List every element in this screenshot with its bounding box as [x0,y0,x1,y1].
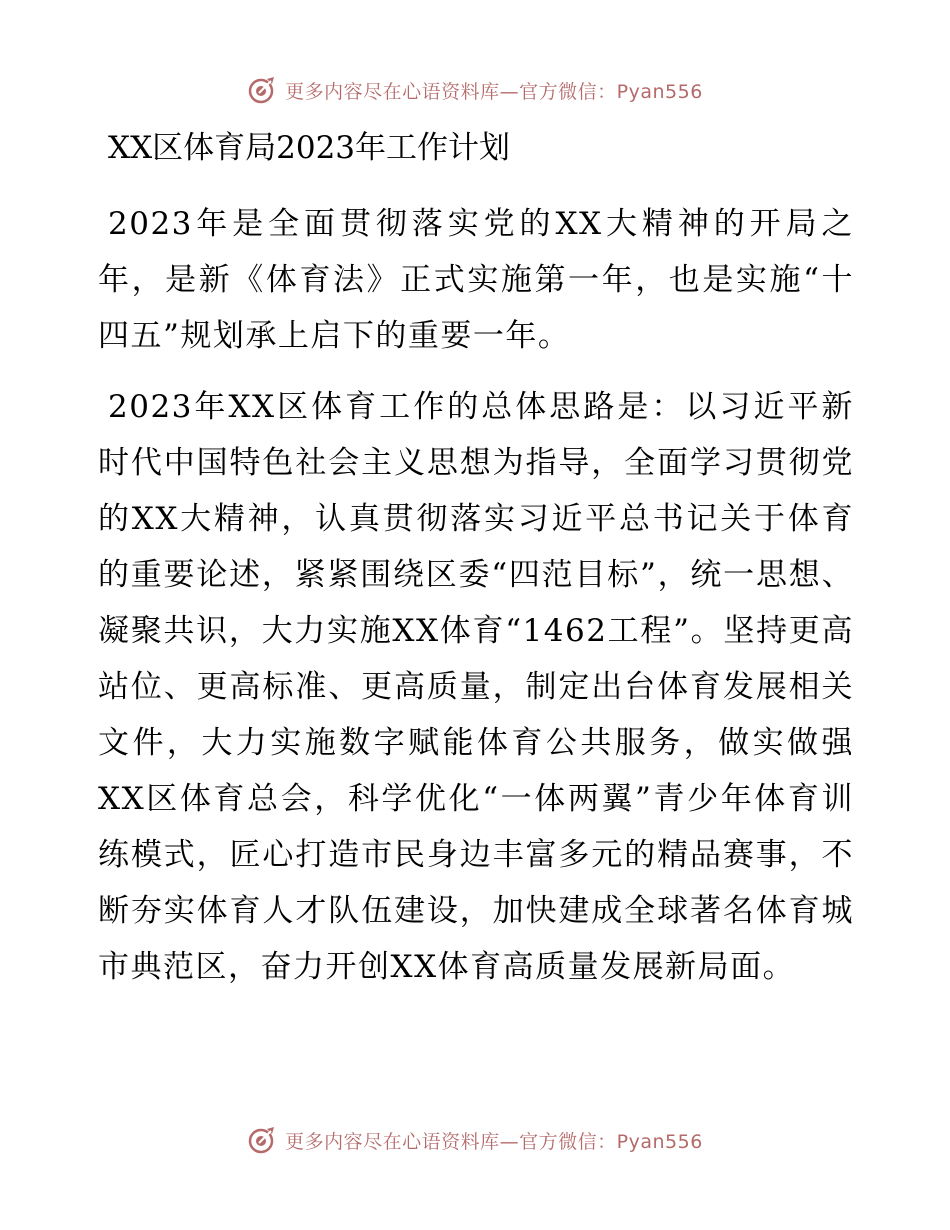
document-body [98,196,854,1010]
paragraph-intro: 2023年是全面贯彻落实党的XX大精神的开局之年，是新《体育法》正式实施第一年，也是实施“十四五”规划承上启下的重要一年。 [98,206,854,354]
document-title: XX区体育局2023年工作计划 [108,130,511,166]
paragraph-overall-approach: 2023年XX区体育工作的总体思路是：以习近平新时代中国特色社会主义思想为指导，全面学习贯彻党的XX大精神，认真贯彻落实习近平总书记关于体育的重要论述，紧紧围绕区委“四范目标”，统一思想、凝聚共识，大力实施XX体育“1462工程”。坚持更高站位、更高标准、更高质量，制定出台体育发展相关文件，大力实施数字赋能体育公共服务，做实做强XX区体育总会，科学优化“一体两翼”青少年体育训练模式，匠心打造市民身边丰富多元的精品赛事，不断夯实体育人才队伍建设，加快建成全球著名体育城市典范区，奋力开创XX体育高质量发展新局面。 [98,389,854,985]
gourd-pen-logo-icon [247,75,277,105]
watermark-text: 更多内容尽在心语资料库—官方微信：Pyan556 [285,80,703,103]
footer-watermark-banner [0,1120,950,1160]
watermark-text: 更多内容尽在心语资料库—官方微信：Pyan556 [285,1130,703,1153]
header-watermark-banner [0,70,950,110]
gourd-pen-logo-icon [247,1125,277,1155]
